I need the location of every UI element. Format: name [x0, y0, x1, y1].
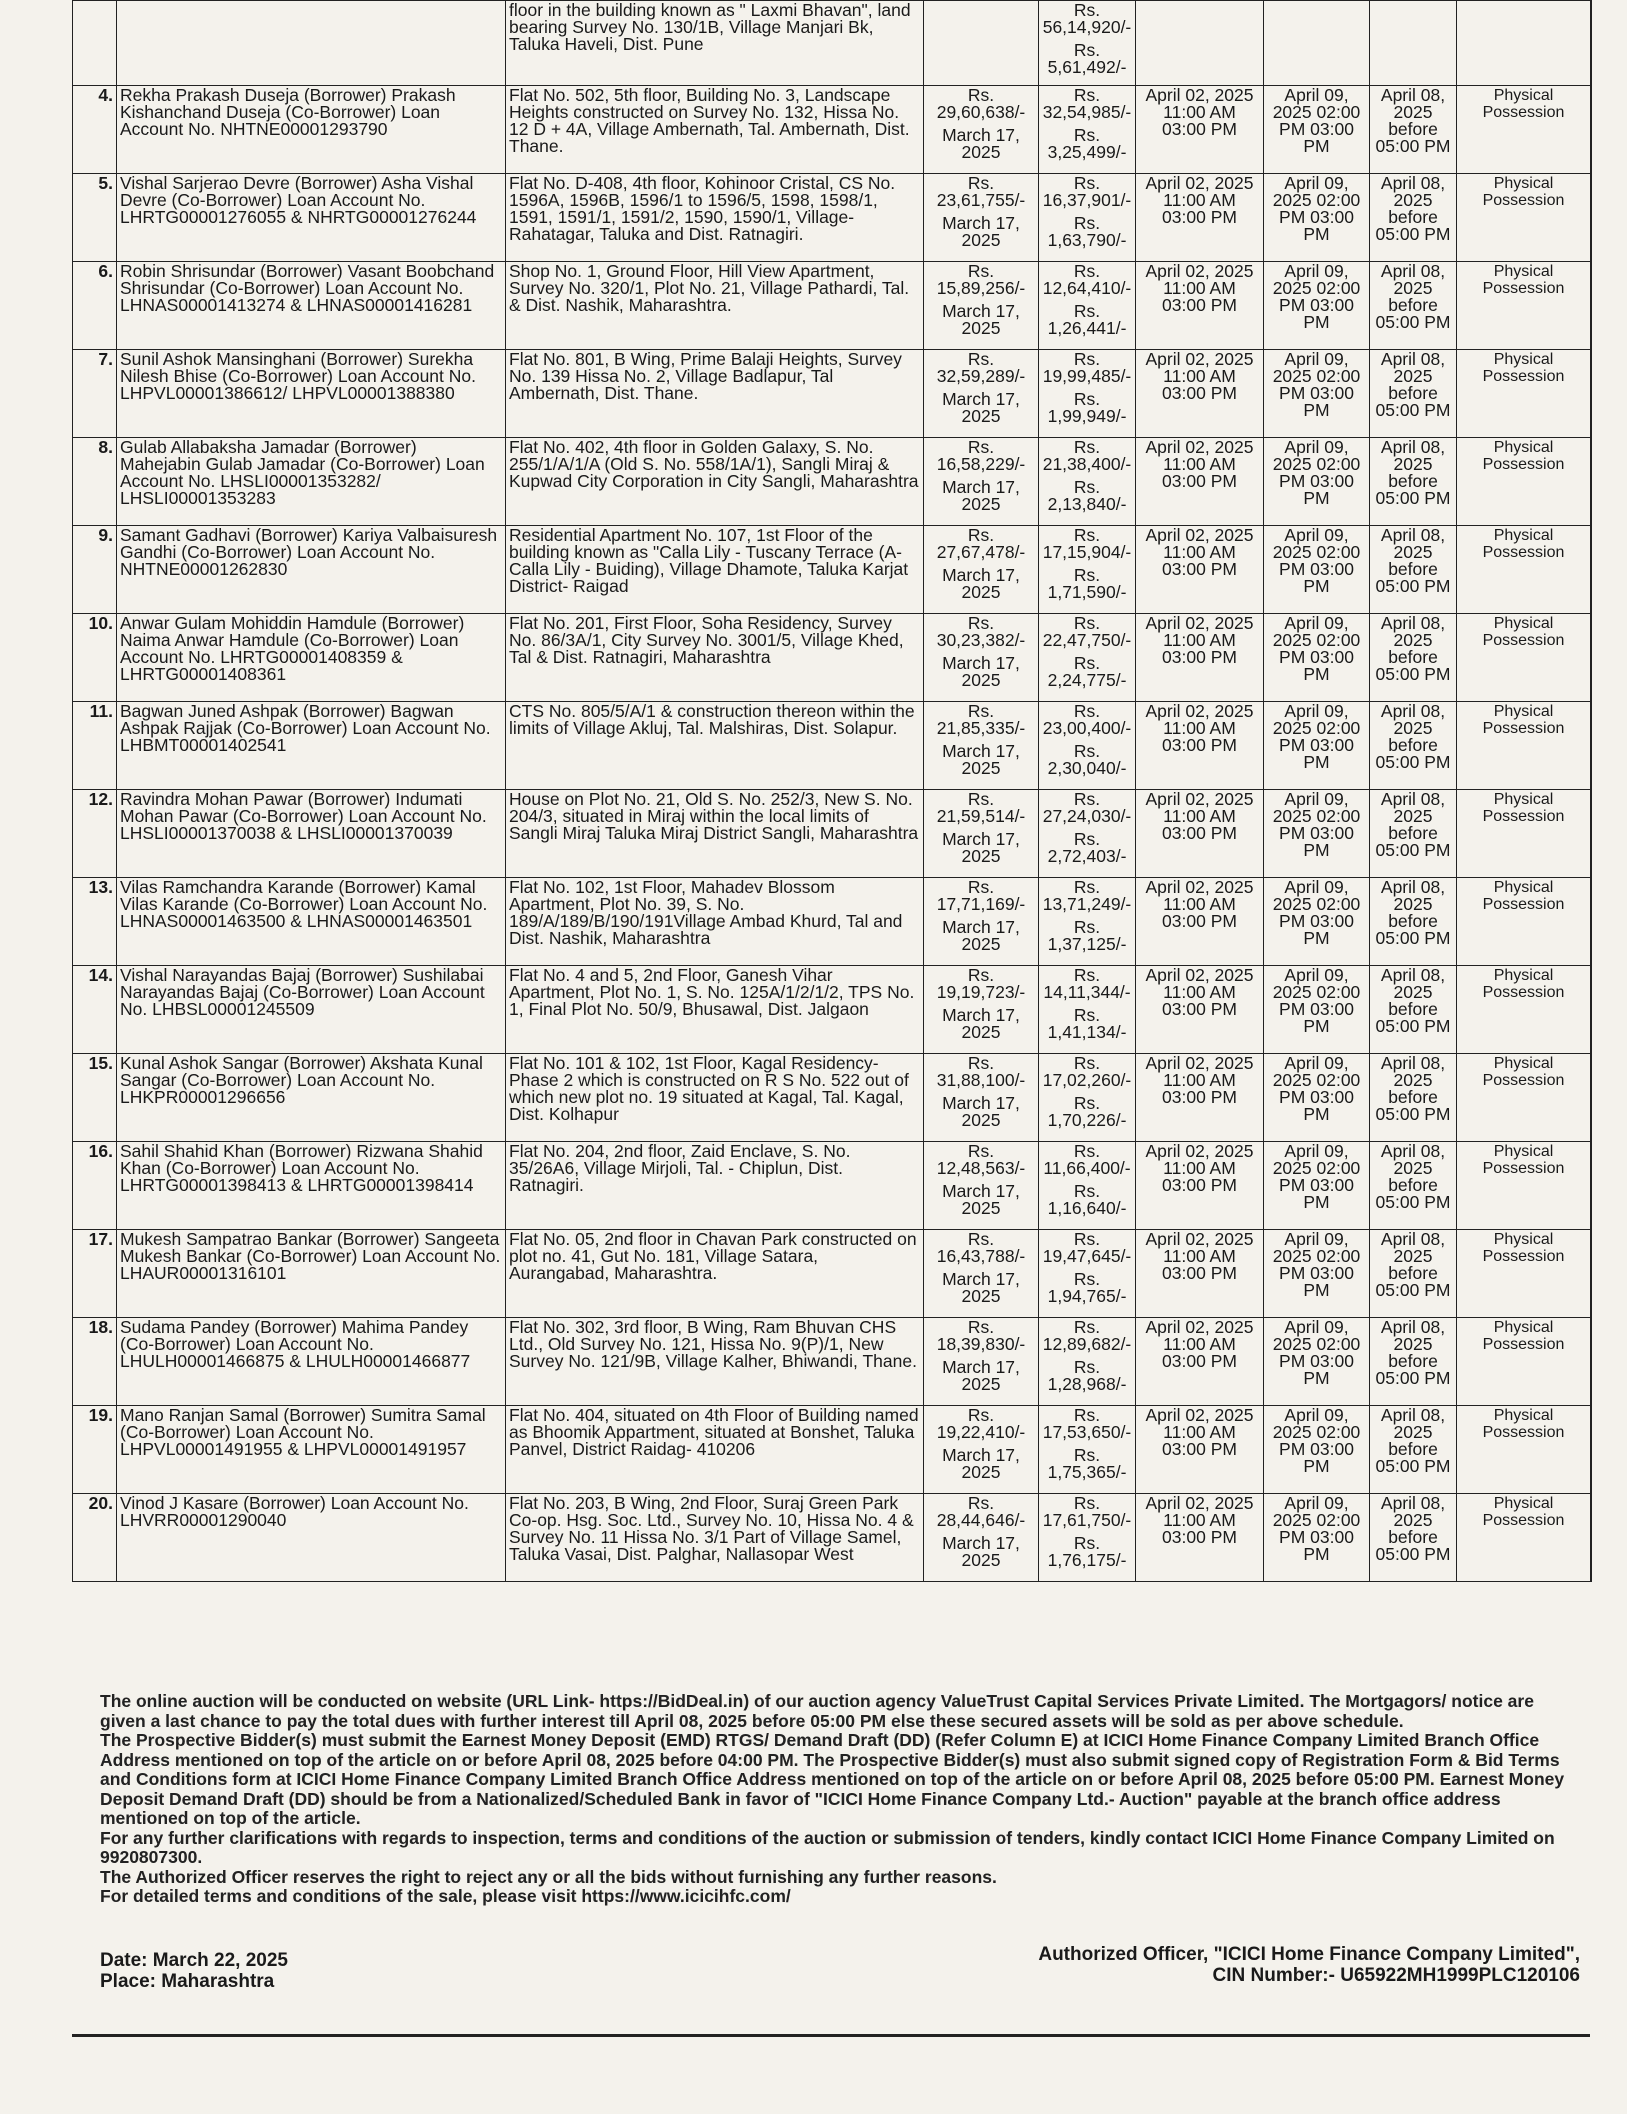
- demand-date: March 17, 2025: [942, 213, 1020, 250]
- possession-type: Physical Possession: [1457, 966, 1591, 1054]
- emd-amount: Rs. 1,16,640/-: [1047, 1181, 1127, 1218]
- table-row: [73, 350, 1591, 438]
- row-number: 15.: [73, 1054, 117, 1142]
- table-row: [73, 1494, 1591, 1582]
- property-description: Flat No. 404, situated on 4th Floor of Building named as Bhoomik Appartment, situated at Bonshet, Taluka Panvel, District Raidag- 410206: [506, 1406, 924, 1494]
- inspection-date: April 09, 2025 02:00 PM 03:00 PM: [1264, 614, 1370, 702]
- note-emd: The Prospective Bidder(s) must submit the Earnest Money Deposit (EMD) RTGS/ Demand Draft (DD) (Refer Column E) at ICICI Home Finance Company Limited Branch Office Address mentioned on top of the article on or before April 08, 2025 before 04:00 PM. The Prospective Bidder(s) must also submit signed copy of Registration Form & Bid Terms and Conditions form at ICICI Home Finance Company Limited Branch Office Address mentioned on top of the article on or before April 08, 2025 before 05:00 PM. Earnest Money Deposit Demand Draft (DD) should be from a Nationalized/Scheduled Bank in favor of "ICICI Home Finance Company Ltd.- Auction" payable at the branch office address mentioned on top of the article.: [100, 1730, 1565, 1828]
- last-date: April 08, 2025 before 05:00 PM: [1370, 702, 1457, 790]
- demand-amount: Rs. 19,19,723/-: [936, 965, 1026, 1002]
- borrower-details: Sahil Shahid Khan (Borrower) Rizwana Shahid Khan (Co-Borrower) Loan Account No. LHRTG00001398413 & LHRTG00001398414: [117, 1142, 506, 1230]
- row-number: 20.: [73, 1494, 117, 1582]
- borrower-details: Mano Ranjan Samal (Borrower) Sumitra Samal (Co-Borrower) Loan Account No. LHPVL00001491955 & LHPVL00001491957: [117, 1406, 506, 1494]
- last-date: April 08, 2025 before 05:00 PM: [1370, 1318, 1457, 1406]
- emd-amount: Rs. 1,41,134/-: [1047, 1005, 1127, 1042]
- authorized-officer: Authorized Officer, "ICICI Home Finance Company Limited",: [1038, 1944, 1580, 1965]
- borrower-details: Robin Shrisundar (Borrower) Vasant Boobchand Shrisundar (Co-Borrower) Loan Account No. LHNAS00001413274 & LHNAS00001416281: [117, 262, 506, 350]
- last-date: April 08, 2025 before 05:00 PM: [1370, 966, 1457, 1054]
- possession-type: Physical Possession: [1457, 614, 1591, 702]
- auction-date: April 02, 2025 11:00 AM 03:00 PM: [1136, 614, 1264, 702]
- demand-amount: Rs. 18,39,830/-: [936, 1317, 1026, 1354]
- demand-date: March 17, 2025: [942, 125, 1020, 162]
- emd-amount: Rs. 1,28,968/-: [1047, 1357, 1127, 1394]
- row-number: 19.: [73, 1406, 117, 1494]
- inspection-date: April 09, 2025 02:00 PM 03:00 PM: [1264, 1318, 1370, 1406]
- row-number: 11.: [73, 702, 117, 790]
- last-date: April 08, 2025 before 05:00 PM: [1370, 438, 1457, 526]
- possession-type: Physical Possession: [1457, 878, 1591, 966]
- note-rights: The Authorized Officer reserves the right to reject any or all the bids without furnishing any further reasons.: [100, 1866, 997, 1887]
- table-row: [73, 614, 1591, 702]
- demand-amount: Rs. 29,60,638/-: [936, 85, 1026, 122]
- inspection-date: April 09, 2025 02:00 PM 03:00 PM: [1264, 1230, 1370, 1318]
- borrower-details: Sudama Pandey (Borrower) Mahima Pandey (Co-Borrower) Loan Account No. LHULH00001466875 & LHULH00001466877: [117, 1318, 506, 1406]
- property-description: Flat No. 101 & 102, 1st Floor, Kagal Residency- Phase 2 which is constructed on R S No. 522 out of which new plot no. 19 situated at Kagal, Tal. Kagal, Dist. Kolhapur: [506, 1054, 924, 1142]
- row-number: 7.: [73, 350, 117, 438]
- last-date: April 08, 2025 before 05:00 PM: [1370, 1406, 1457, 1494]
- emd-amount: Rs. 1,26,441/-: [1047, 301, 1127, 338]
- table-row: [73, 1054, 1591, 1142]
- table-row: [73, 1318, 1591, 1406]
- auction-date: April 02, 2025 11:00 AM 03:00 PM: [1136, 438, 1264, 526]
- demand-date: March 17, 2025: [942, 1445, 1020, 1482]
- table-row-partial: [73, 1, 1591, 86]
- inspection-date: April 09, 2025 02:00 PM 03:00 PM: [1264, 790, 1370, 878]
- reserve-price: Rs. 32,54,985/-: [1042, 85, 1132, 122]
- reserve-price: Rs. 27,24,030/-: [1042, 789, 1132, 826]
- demand-amount: Rs. 17,71,169/-: [936, 877, 1026, 914]
- reserve-price: Rs. 17,61,750/-: [1042, 1493, 1132, 1530]
- borrower-details: Vishal Sarjerao Devre (Borrower) Asha Vishal Devre (Co-Borrower) Loan Account No. LHRTG00001276055 & NHRTG00001276244: [117, 174, 506, 262]
- demand-amount: Rs. 32,59,289/-: [936, 349, 1026, 386]
- demand-date: March 17, 2025: [942, 1093, 1020, 1130]
- auction-date: April 02, 2025 11:00 AM 03:00 PM: [1136, 350, 1264, 438]
- row-number: 16.: [73, 1142, 117, 1230]
- property-description: Flat No. 4 and 5, 2nd Floor, Ganesh Vihar Apartment, Plot No. 1, S. No. 125A/1/2/1/2, TPS No. 1, Final Plot No. 50/9, Bhusawal, Dist. Jalgaon: [506, 966, 924, 1054]
- reserve-price: Rs. 19,99,485/-: [1042, 349, 1132, 386]
- property-description: Flat No. 302, 3rd floor, B Wing, Ram Bhuvan CHS Ltd., Old Survey No. 121, Hissa No. 9(P)/1, New Survey No. 121/9B, Village Kalher, Bhiwandi, Thane.: [506, 1318, 924, 1406]
- row-number: 14.: [73, 966, 117, 1054]
- demand-amount: Rs. 28,44,646/-: [936, 1493, 1026, 1530]
- possession-type: Physical Possession: [1457, 350, 1591, 438]
- borrower-details: Vilas Ramchandra Karande (Borrower) Kamal Vilas Karande (Co-Borrower) Loan Account No. LHNAS00001463500 & LHNAS00001463501: [117, 878, 506, 966]
- table-row: [73, 438, 1591, 526]
- row-number: 8.: [73, 438, 117, 526]
- emd-amount: Rs. 1,37,125/-: [1047, 917, 1127, 954]
- table-row: [73, 174, 1591, 262]
- auction-date: April 02, 2025 11:00 AM 03:00 PM: [1136, 174, 1264, 262]
- last-date: April 08, 2025 before 05:00 PM: [1370, 262, 1457, 350]
- demand-date: March 17, 2025: [942, 1533, 1020, 1570]
- emd-amount: Rs. 1,99,949/-: [1047, 389, 1127, 426]
- possession-type: Physical Possession: [1457, 702, 1591, 790]
- table-row: [73, 86, 1591, 174]
- emd-amount: Rs. 1,76,175/-: [1047, 1533, 1127, 1570]
- emd-amount: Rs. 2,30,040/-: [1047, 741, 1127, 778]
- possession-type: Physical Possession: [1457, 262, 1591, 350]
- row-number: 18.: [73, 1318, 117, 1406]
- demand-date: March 17, 2025: [942, 477, 1020, 514]
- demand-amount: Rs. 30,23,382/-: [936, 613, 1026, 650]
- auction-date: April 02, 2025 11:00 AM 03:00 PM: [1136, 86, 1264, 174]
- row-number: 10.: [73, 614, 117, 702]
- auction-table: [72, 0, 1591, 1582]
- note-online-auction: The online auction will be conducted on website (URL Link- https://BidDeal.in) of our auction agency ValueTrust Capital Services Private Limited. The Mortgagors/ notice are given a last chance to pay the total dues with further interest till April 08, 2025 before 05:00 PM else these secured assets will be sold as per above schedule.: [100, 1691, 1534, 1731]
- property-description: Flat No. 502, 5th floor, Building No. 3, Landscape Heights constructed on Survey No. 132, Hissa No. 12 D + 4A, Village Ambernath, Tal. Ambernath, Dist. Thane.: [506, 86, 924, 174]
- demand-date: March 17, 2025: [942, 741, 1020, 778]
- borrower-details: Anwar Gulam Mohiddin Hamdule (Borrower) Naima Anwar Hamdule (Co-Borrower) Loan Account No. LHRTG00001408359 & LHRTG00001408361: [117, 614, 506, 702]
- demand-amount: Rs. 56,14,920/-: [1042, 0, 1132, 37]
- notice-date: Date: March 22, 2025: [100, 1950, 288, 1971]
- table-row: [73, 790, 1591, 878]
- table-row: [73, 878, 1591, 966]
- borrower-details: Gulab Allabaksha Jamadar (Borrower) Mahejabin Gulab Jamadar (Co-Borrower) Loan Account No. LHSLI00001353282/ LHSLI00001353283: [117, 438, 506, 526]
- borrower-details: Rekha Prakash Duseja (Borrower) Prakash Kishanchand Duseja (Co-Borrower) Loan Account No. NHTNE00001293790: [117, 86, 506, 174]
- notice-place: Place: Maharashtra: [100, 1971, 275, 1992]
- table-row: [73, 1142, 1591, 1230]
- demand-date: March 17, 2025: [942, 1181, 1020, 1218]
- bottom-rule: [72, 2034, 1590, 2037]
- possession-type: Physical Possession: [1457, 438, 1591, 526]
- borrower-details: Ravindra Mohan Pawar (Borrower) Indumati Mohan Pawar (Co-Borrower) Loan Account No. LHSLI00001370038 & LHSLI00001370039: [117, 790, 506, 878]
- reserve-price: Rs. 22,47,750/-: [1042, 613, 1132, 650]
- demand-date: March 17, 2025: [942, 917, 1020, 954]
- demand-amount: Rs. 21,85,335/-: [936, 701, 1026, 738]
- reserve-price: Rs. 11,66,400/-: [1043, 1141, 1131, 1178]
- auction-date: April 02, 2025 11:00 AM 03:00 PM: [1136, 1054, 1264, 1142]
- auction-notice: [72, 0, 1592, 1582]
- demand-amount: Rs. 27,67,478/-: [936, 525, 1026, 562]
- last-date: April 08, 2025 before 05:00 PM: [1370, 1142, 1457, 1230]
- demand-date: March 17, 2025: [942, 1269, 1020, 1306]
- row-number: 17.: [73, 1230, 117, 1318]
- inspection-date: April 09, 2025 02:00 PM 03:00 PM: [1264, 526, 1370, 614]
- property-description: Residential Apartment No. 107, 1st Floor of the building known as "Calla Lily - Tuscany Terrace (A-Calla Lily - Buiding), Village Dhamote, Taluka Karjat District- Raigad: [506, 526, 924, 614]
- last-date: April 08, 2025 before 05:00 PM: [1370, 1230, 1457, 1318]
- inspection-date: April 09, 2025 02:00 PM 03:00 PM: [1264, 1494, 1370, 1582]
- property-description: Shop No. 1, Ground Floor, Hill View Apartment, Survey No. 320/1, Plot No. 21, Village Pathardi, Tal. & Dist. Nashik, Maharashtra.: [506, 262, 924, 350]
- inspection-date: April 09, 2025 02:00 PM 03:00 PM: [1264, 86, 1370, 174]
- reserve-price: Rs. 12,89,682/-: [1042, 1317, 1132, 1354]
- reserve-price: Rs. 16,37,901/-: [1042, 173, 1132, 210]
- reserve-price: Rs. 17,02,260/-: [1042, 1053, 1132, 1090]
- demand-amount: Rs. 16,43,788/-: [936, 1229, 1026, 1266]
- inspection-date: April 09, 2025 02:00 PM 03:00 PM: [1264, 262, 1370, 350]
- emd-amount: Rs. 1,63,790/-: [1047, 213, 1127, 250]
- last-date: April 08, 2025 before 05:00 PM: [1370, 878, 1457, 966]
- auction-date: April 02, 2025 11:00 AM 03:00 PM: [1136, 262, 1264, 350]
- emd-amount: Rs. 2,13,840/-: [1047, 477, 1127, 514]
- demand-amount: Rs. 15,89,256/-: [936, 261, 1026, 298]
- note-terms-link: For detailed terms and conditions of the sale, please visit https://www.icicihfc.com/: [100, 1886, 791, 1906]
- row-number: 12.: [73, 790, 117, 878]
- possession-type: Physical Possession: [1457, 1494, 1591, 1582]
- property-description: Flat No. 05, 2nd floor in Chavan Park constructed on plot no. 41, Gut No. 181, Village Satara, Aurangabad, Maharashtra.: [506, 1230, 924, 1318]
- property-description: Flat No. 402, 4th floor in Golden Galaxy, S. No. 255/1/A/1/A (Old S. No. 558/1A/1), Sangli Miraj & Kupwad City Corporation in City Sangli, Maharashtra: [506, 438, 924, 526]
- possession-type: Physical Possession: [1457, 1318, 1591, 1406]
- inspection-date: April 09, 2025 02:00 PM 03:00 PM: [1264, 350, 1370, 438]
- reserve-price: Rs. 12,64,410/-: [1042, 261, 1132, 298]
- auction-date: April 02, 2025 11:00 AM 03:00 PM: [1136, 966, 1264, 1054]
- last-date: April 08, 2025 before 05:00 PM: [1370, 174, 1457, 262]
- possession-type: Physical Possession: [1457, 174, 1591, 262]
- property-description: Flat No. 203, B Wing, 2nd Floor, Suraj Green Park Co-op. Hsg. Soc. Ltd., Survey No. 10, Hissa No. 4 & Survey No. 11 Hissa No. 3/1 Part of Village Samel, Taluka Vasai, Dist. Palghar, Nallasopar West: [506, 1494, 924, 1582]
- row-number: 9.: [73, 526, 117, 614]
- inspection-date: April 09, 2025 02:00 PM 03:00 PM: [1264, 1142, 1370, 1230]
- demand-amount: Rs. 12,48,563/-: [936, 1141, 1026, 1178]
- demand-date: March 17, 2025: [942, 389, 1020, 426]
- demand-date: March 17, 2025: [942, 565, 1020, 602]
- possession-type: Physical Possession: [1457, 1142, 1591, 1230]
- property-description: Flat No. 204, 2nd floor, Zaid Enclave, S. No. 35/26A6, Village Mirjoli, Tal. - Chiplun, Dist. Ratnagiri.: [506, 1142, 924, 1230]
- auction-notes: [100, 1692, 1580, 1907]
- auction-date: April 02, 2025 11:00 AM 03:00 PM: [1136, 702, 1264, 790]
- inspection-date: April 09, 2025 02:00 PM 03:00 PM: [1264, 1406, 1370, 1494]
- table-row: [73, 1406, 1591, 1494]
- demand-date: March 17, 2025: [942, 1005, 1020, 1042]
- reserve-price: Rs. 21,38,400/-: [1042, 437, 1132, 474]
- emd-amount: Rs. 1,75,365/-: [1047, 1445, 1127, 1482]
- emd-amount: Rs. 1,71,590/-: [1047, 565, 1127, 602]
- auction-date: April 02, 2025 11:00 AM 03:00 PM: [1136, 1230, 1264, 1318]
- possession-type: Physical Possession: [1457, 790, 1591, 878]
- table-row: [73, 1230, 1591, 1318]
- inspection-date: April 09, 2025 02:00 PM 03:00 PM: [1264, 438, 1370, 526]
- emd-amount: Rs. 1,70,226/-: [1047, 1093, 1127, 1130]
- inspection-date: April 09, 2025 02:00 PM 03:00 PM: [1264, 966, 1370, 1054]
- demand-date: March 17, 2025: [942, 829, 1020, 866]
- auction-date: April 02, 2025 11:00 AM 03:00 PM: [1136, 1318, 1264, 1406]
- property-description: Flat No. D-408, 4th floor, Kohinoor Cristal, CS No. 1596A, 1596B, 1596/1 to 1596/5, 1598, 1598/1, 1591, 1591/1, 1591/2, 1590, 1590/1, Village- Rahatagar, Taluka and Dist. Ratnagiri.: [506, 174, 924, 262]
- table-row: [73, 966, 1591, 1054]
- last-date: April 08, 2025 before 05:00 PM: [1370, 790, 1457, 878]
- borrower-details: Sunil Ashok Mansinghani (Borrower) Surekha Nilesh Bhise (Co-Borrower) Loan Account No. LHPVL00001386612/ LHPVL00001388380: [117, 350, 506, 438]
- possession-type: Physical Possession: [1457, 1054, 1591, 1142]
- emd-amount: Rs. 1,94,765/-: [1047, 1269, 1127, 1306]
- borrower-details: Bagwan Juned Ashpak (Borrower) Bagwan Ashpak Rajjak (Co-Borrower) Loan Account No. LHBMT00001402541: [117, 702, 506, 790]
- borrower-details: Vishal Narayandas Bajaj (Borrower) Sushilabai Narayandas Bajaj (Co-Borrower) Loan Account No. LHBSL00001245509: [117, 966, 506, 1054]
- possession-type: Physical Possession: [1457, 1406, 1591, 1494]
- borrower-details: Kunal Ashok Sangar (Borrower) Akshata Kunal Sangar (Co-Borrower) Loan Account No. LHKPR00001296656: [117, 1054, 506, 1142]
- table-row: [73, 526, 1591, 614]
- last-date: April 08, 2025 before 05:00 PM: [1370, 526, 1457, 614]
- reserve-price: Rs. 19,47,645/-: [1042, 1229, 1132, 1266]
- row-number: 13.: [73, 878, 117, 966]
- auction-date: April 02, 2025 11:00 AM 03:00 PM: [1136, 1406, 1264, 1494]
- borrower-details: Mukesh Sampatrao Bankar (Borrower) Sangeeta Mukesh Bankar (Co-Borrower) Loan Account No. LHAUR00001316101: [117, 1230, 506, 1318]
- last-date: April 08, 2025 before 05:00 PM: [1370, 614, 1457, 702]
- possession-type: Physical Possession: [1457, 1230, 1591, 1318]
- demand-amount: Rs. 23,61,755/-: [936, 173, 1026, 210]
- inspection-date: April 09, 2025 02:00 PM 03:00 PM: [1264, 702, 1370, 790]
- demand-amount: Rs. 21,59,514/-: [936, 789, 1026, 826]
- cin-number: CIN Number:- U65922MH1999PLC120106: [1212, 1965, 1580, 1986]
- row-number: 6.: [73, 262, 117, 350]
- demand-date: March 17, 2025: [942, 301, 1020, 338]
- auction-date: April 02, 2025 11:00 AM 03:00 PM: [1136, 1142, 1264, 1230]
- property-description: House on Plot No. 21, Old S. No. 252/3, New S. No. 204/3, situated in Miraj within the local limits of Sangli Miraj Taluka Miraj District Sangli, Maharashtra: [506, 790, 924, 878]
- demand-amount: Rs. 19,22,410/-: [936, 1405, 1026, 1442]
- note-clarifications: For any further clarifications with regards to inspection, terms and conditions of the auction or submission of tenders, kindly contact ICICI Home Finance Company Limited on 9920807300.: [100, 1827, 1555, 1867]
- last-date: April 08, 2025 before 05:00 PM: [1370, 86, 1457, 174]
- property-description: floor in the building known as " Laxmi Bhavan", land bearing Survey No. 130/1B, Village Manjari Bk, Taluka Haveli, Dist. Pune: [506, 1, 924, 86]
- reserve-price: Rs. 17,53,650/-: [1042, 1405, 1132, 1442]
- inspection-date: April 09, 2025 02:00 PM 03:00 PM: [1264, 878, 1370, 966]
- row-number: 4.: [73, 86, 117, 174]
- inspection-date: April 09, 2025 02:00 PM 03:00 PM: [1264, 174, 1370, 262]
- demand-amount: Rs. 16,58,229/-: [936, 437, 1026, 474]
- possession-type: Physical Possession: [1457, 526, 1591, 614]
- auction-date: April 02, 2025 11:00 AM 03:00 PM: [1136, 878, 1264, 966]
- property-description: Flat No. 801, B Wing, Prime Balaji Heights, Survey No. 139 Hissa No. 2, Village Badlapur, Tal Ambernath, Dist. Thane.: [506, 350, 924, 438]
- emd-amount: Rs. 2,72,403/-: [1047, 829, 1127, 866]
- reserve-price: Rs. 14,11,344/-: [1043, 965, 1131, 1002]
- property-description: Flat No. 201, First Floor, Soha Residency, Survey No. 86/3A/1, City Survey No. 3001/5, Village Khed, Tal & Dist. Ratnagiri, Maharashtra: [506, 614, 924, 702]
- table-row: [73, 702, 1591, 790]
- reserve-price: Rs. 13,71,249/-: [1042, 877, 1132, 914]
- emd-amount: Rs. 3,25,499/-: [1047, 125, 1127, 162]
- reserve-price: Rs. 23,00,400/-: [1042, 701, 1132, 738]
- demand-amount: Rs. 31,88,100/-: [936, 1053, 1026, 1090]
- reserve-price: Rs. 17,15,904/-: [1042, 525, 1132, 562]
- auction-date: April 02, 2025 11:00 AM 03:00 PM: [1136, 790, 1264, 878]
- last-date: April 08, 2025 before 05:00 PM: [1370, 350, 1457, 438]
- auction-date: April 02, 2025 11:00 AM 03:00 PM: [1136, 526, 1264, 614]
- inspection-date: April 09, 2025 02:00 PM 03:00 PM: [1264, 1054, 1370, 1142]
- demand-date: March 17, 2025: [942, 1357, 1020, 1394]
- property-description: CTS No. 805/5/A/1 & construction thereon within the limits of Village Akluj, Tal. Malshiras, Dist. Solapur.: [506, 702, 924, 790]
- auction-date: April 02, 2025 11:00 AM 03:00 PM: [1136, 1494, 1264, 1582]
- last-date: April 08, 2025 before 05:00 PM: [1370, 1054, 1457, 1142]
- last-date: April 08, 2025 before 05:00 PM: [1370, 1494, 1457, 1582]
- row-number: 5.: [73, 174, 117, 262]
- demand-date: March 17, 2025: [942, 653, 1020, 690]
- reserve-amount: Rs. 5,61,492/-: [1047, 40, 1127, 77]
- borrower-details: Vinod J Kasare (Borrower) Loan Account No. LHVRR00001290040: [117, 1494, 506, 1582]
- property-description: Flat No. 102, 1st Floor, Mahadev Blossom Apartment, Plot No. 39, S. No. 189/A/189/B/190/191Village Ambad Khurd, Tal and Dist. Nashik, Maharashtra: [506, 878, 924, 966]
- table-row: [73, 262, 1591, 350]
- possession-type: Physical Possession: [1457, 86, 1591, 174]
- emd-amount: Rs. 2,24,775/-: [1047, 653, 1127, 690]
- borrower-details: Samant Gadhavi (Borrower) Kariya Valbaisuresh Gandhi (Co-Borrower) Loan Account No. NHTNE00001262830: [117, 526, 506, 614]
